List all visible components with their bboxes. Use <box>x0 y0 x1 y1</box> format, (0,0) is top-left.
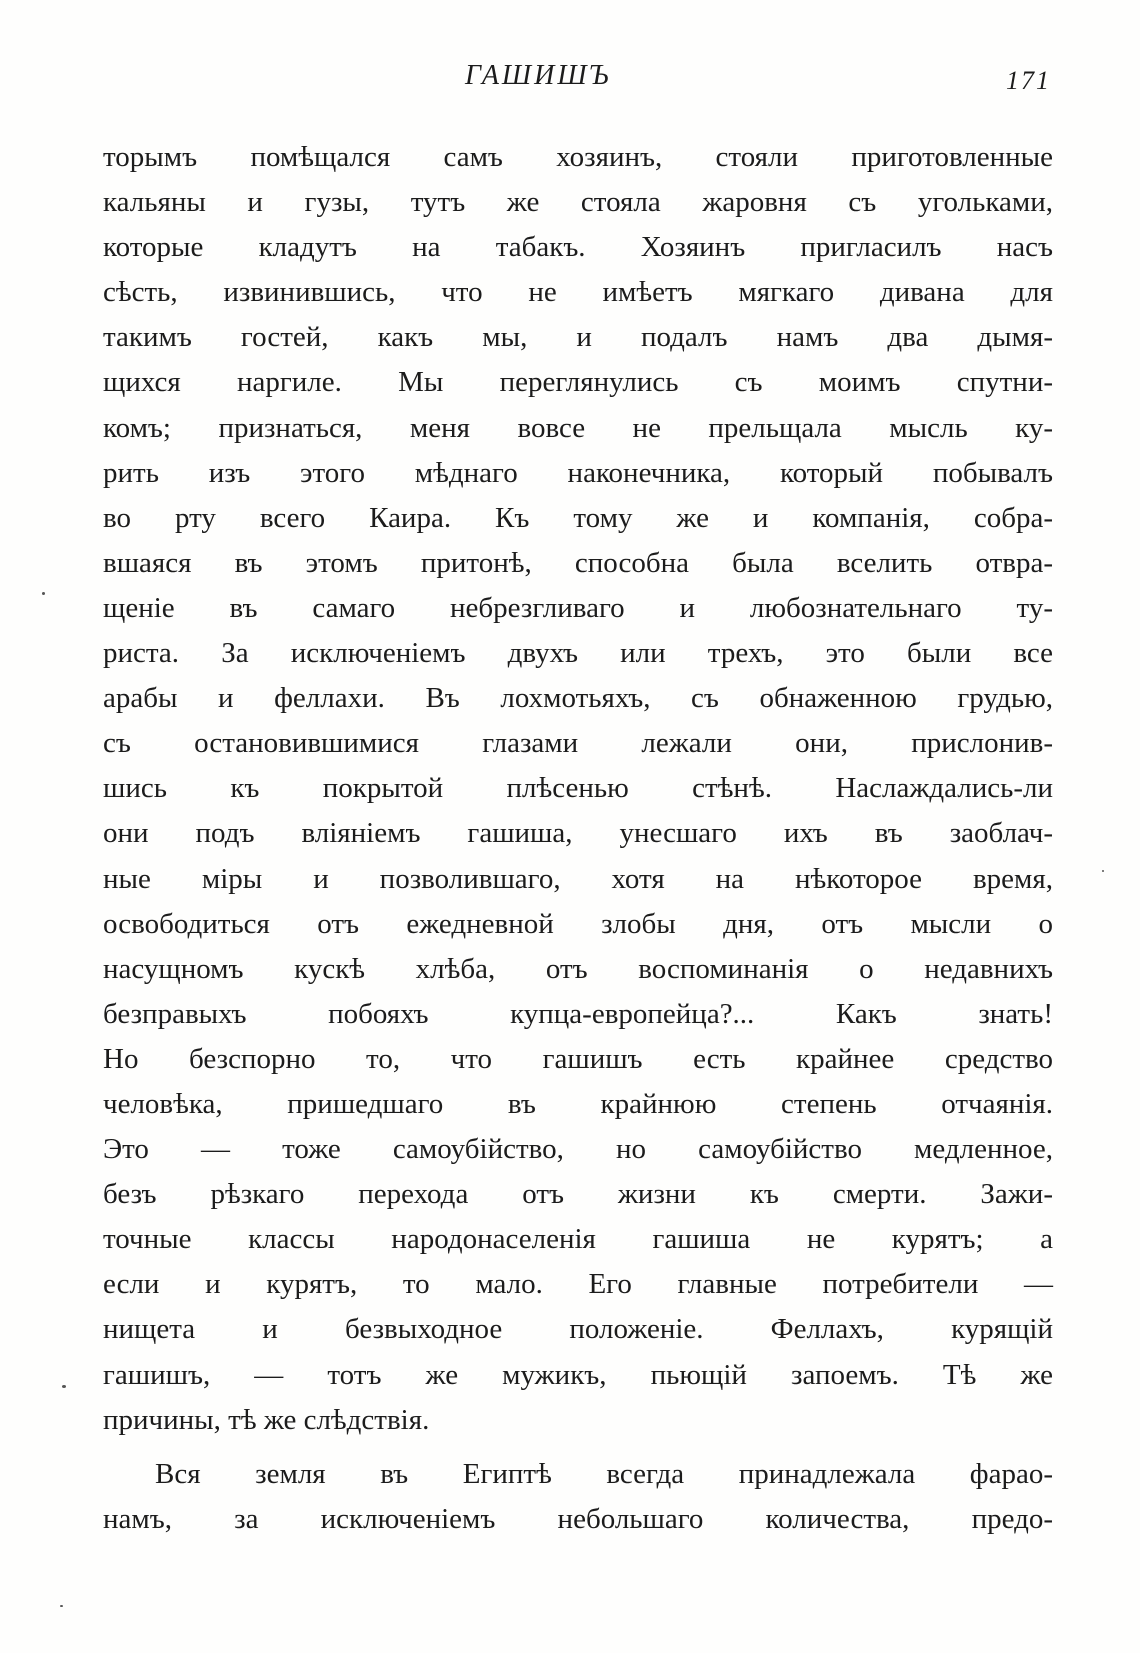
running-head <box>0 60 1140 100</box>
text-line: точные классы народонаселенія гашиша не курятъ; а <box>103 1223 1053 1256</box>
text-line: которые кладутъ на табакъ. Хозяинъ пригласилъ насъ <box>103 231 1053 264</box>
text-line: рить изъ этого мѣднаго наконечника, который побывалъ <box>103 456 1053 489</box>
text-line: Вся земля въ Египтѣ всегда принадлежала фарао- <box>155 1457 1053 1490</box>
paragraph <box>103 1452 1053 1542</box>
text-line: безправыхъ побояхъ купца-европейца?... Какъ знать! <box>103 997 1053 1030</box>
text-line: насущномъ кускѣ хлѣба, отъ воспоминанія о недавнихъ <box>103 952 1053 985</box>
text-line: щихся наргиле. Мы переглянулись съ моимъ спутни- <box>103 366 1053 399</box>
text-line: они подъ вліяніемъ гашиша, унесшаго ихъ въ заоблач- <box>103 817 1053 850</box>
body-text <box>103 135 1053 1542</box>
text-line: человѣка, пришедшаго въ крайнюю степень отчаянія. <box>103 1087 1053 1120</box>
text-line: кальяны и гузы, тутъ же стояла жаровня съ угольками, <box>103 186 1053 219</box>
text-line: такимъ гостей, какъ мы, и подалъ намъ два дымя- <box>103 321 1053 354</box>
text-line: Но безспорно то, что гашишъ есть крайнее средство <box>103 1042 1053 1075</box>
text-line: комъ; признаться, меня вовсе не прельщала мысль ку- <box>103 411 1053 444</box>
text-line: освободиться отъ ежедневной злобы дня, отъ мысли о <box>103 907 1053 940</box>
text-line: нищета и безвыходное положеніе. Феллахъ, курящій <box>103 1313 1053 1346</box>
page-number: 171 <box>1006 66 1051 95</box>
running-title: ГАШИШЪ <box>465 60 612 91</box>
text-line: если и курятъ, то мало. Его главные потребители — <box>103 1268 1053 1301</box>
paper-speck <box>1102 870 1104 872</box>
text-line: намъ, за исключеніемъ небольшаго количества, предо- <box>103 1502 1053 1535</box>
paper-speck <box>42 592 45 595</box>
paragraph-gap <box>103 1443 1053 1452</box>
text-line: сѣсть, извинившись, что не имѣетъ мягкаго дивана для <box>103 276 1053 309</box>
text-line: безъ рѣзкаго перехода отъ жизни къ смерти. Зажи- <box>103 1178 1053 1211</box>
text-line: во рту всего Каира. Къ тому же и компанія, собра- <box>103 501 1053 534</box>
paragraph <box>103 135 1053 1443</box>
text-line: гашишъ, — тотъ же мужикъ, пьющій запоемъ. Тѣ же <box>103 1358 1053 1391</box>
text-line: причины, тѣ же слѣдствія. <box>103 1403 430 1436</box>
text-line: ные міры и позволившаго, хотя на нѣкоторое время, <box>103 862 1053 895</box>
text-line: шись къ покрытой плѣсенью стѣнѣ. Наслаждались-ли <box>103 772 1053 805</box>
text-line: Это — тоже самоубійство, но самоубійство медленное, <box>103 1133 1053 1166</box>
text-line: вшаяся въ этомъ притонѣ, способна была вселить отвра- <box>103 546 1053 579</box>
text-line: съ остановившимися глазами лежали они, прислонив- <box>103 727 1053 760</box>
text-line: торымъ помѣщался самъ хозяинъ, стояли приготовленные <box>103 141 1053 173</box>
text-line: арабы и феллахи. Въ лохмотьяхъ, съ обнаженною грудью, <box>103 682 1053 715</box>
text-line: риста. За исключеніемъ двухъ или трехъ, это были все <box>103 637 1053 670</box>
paper-speck <box>62 1385 66 1388</box>
text-line: щеніе въ самаго небрезгливаго и любознательнаго ту- <box>103 591 1053 624</box>
paper-speck <box>60 1605 63 1607</box>
